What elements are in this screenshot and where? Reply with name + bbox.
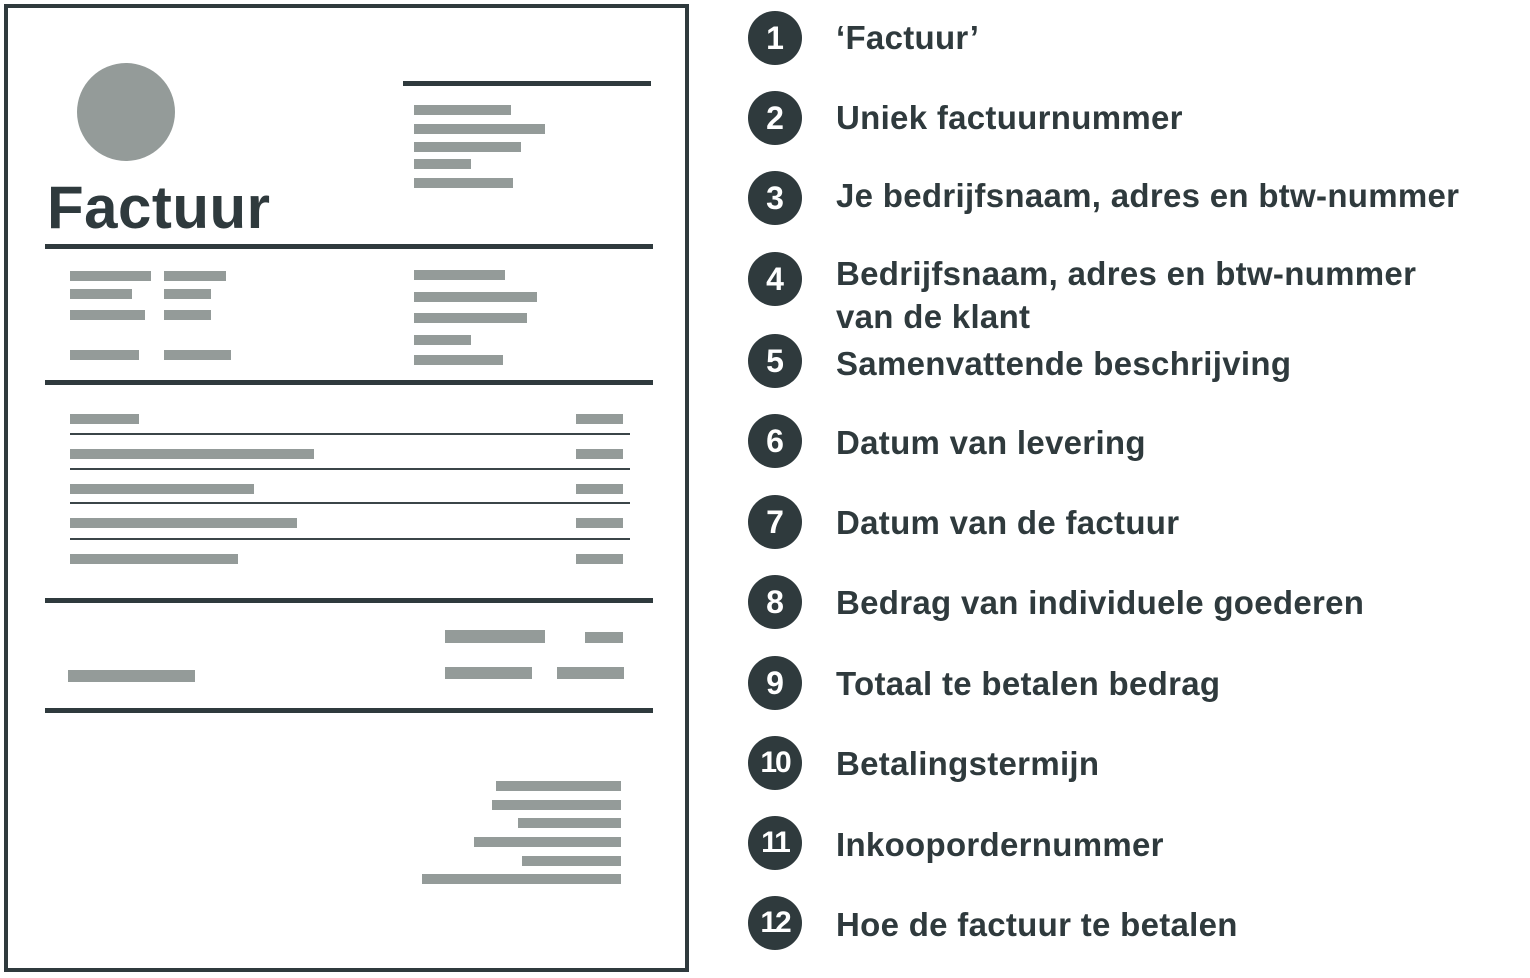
placeholder-line <box>576 484 623 494</box>
number-badge: 2 <box>748 91 802 145</box>
number-badge: 4 <box>748 252 802 306</box>
placeholder-line <box>445 630 545 643</box>
legend-label: ‘Factuur’ <box>836 19 980 56</box>
legend-label: Inkoopordernummer <box>836 826 1164 863</box>
placeholder-line <box>70 289 132 299</box>
placeholder-line <box>474 837 621 847</box>
placeholder-line <box>164 289 211 299</box>
placeholder-line <box>70 414 139 424</box>
legend-label: Datum van levering <box>836 424 1146 461</box>
placeholder-line <box>414 105 511 115</box>
number-badge: 3 <box>748 171 802 225</box>
section-rule <box>45 380 653 385</box>
placeholder-line <box>496 781 621 791</box>
placeholder-line <box>414 124 545 134</box>
legend-label: Hoe de factuur te betalen <box>836 906 1238 943</box>
number-badge: 10 <box>748 736 802 790</box>
placeholder-line <box>576 414 623 424</box>
placeholder-line <box>414 270 505 280</box>
legend-label: Betalingstermijn <box>836 745 1100 782</box>
legend-label: Uniek factuurnummer <box>836 99 1183 136</box>
legend-label: Totaal te betalen bedrag <box>836 665 1221 702</box>
placeholder-line <box>70 310 145 320</box>
placeholder-line <box>70 484 254 494</box>
placeholder-line <box>70 554 238 564</box>
placeholder-line <box>70 518 297 528</box>
placeholder-line <box>492 800 621 810</box>
number-badge: 6 <box>748 414 802 468</box>
number-badge: 9 <box>748 656 802 710</box>
table-row-divider <box>70 468 630 470</box>
placeholder-line <box>414 313 527 323</box>
legend-label: Samenvattende beschrijving <box>836 345 1292 382</box>
placeholder-line <box>576 518 623 528</box>
placeholder-line <box>164 271 226 281</box>
placeholder-line <box>414 178 513 188</box>
placeholder-line <box>414 142 521 152</box>
placeholder-line <box>414 355 503 365</box>
legend-label: Je bedrijfsnaam, adres en btw-nummer <box>836 177 1460 214</box>
invoice-title: Factuur <box>47 174 271 241</box>
legend-label: Bedrag van individuele goederen <box>836 584 1365 621</box>
table-row-divider <box>70 502 630 504</box>
placeholder-line <box>70 449 314 459</box>
placeholder-line <box>70 350 139 360</box>
placeholder-line <box>414 292 537 302</box>
number-badge: 8 <box>748 575 802 629</box>
placeholder-line <box>522 856 621 866</box>
table-row-divider <box>70 538 630 540</box>
number-badge: 7 <box>748 495 802 549</box>
legend-label: Bedrijfsnaam, adres en btw-nummer van de klant <box>836 255 1417 335</box>
number-badge: 5 <box>748 334 802 388</box>
placeholder-line <box>164 310 211 320</box>
placeholder-line <box>445 667 532 679</box>
placeholder-line <box>585 632 623 643</box>
placeholder-line <box>557 667 624 679</box>
section-rule <box>45 244 653 249</box>
placeholder-line <box>576 554 623 564</box>
section-rule <box>45 598 653 603</box>
header-rule <box>403 81 651 86</box>
placeholder-line <box>576 449 623 459</box>
number-badge: 1 <box>748 11 802 65</box>
legend-label: Datum van de factuur <box>836 504 1180 541</box>
placeholder-line <box>70 271 151 281</box>
number-badge: 12 <box>748 896 802 950</box>
invoice-document <box>4 4 689 972</box>
placeholder-line <box>422 874 621 884</box>
company-logo-circle <box>77 63 175 161</box>
placeholder-line <box>414 159 471 169</box>
placeholder-line <box>518 818 621 828</box>
table-row-divider <box>70 433 630 435</box>
placeholder-line <box>164 350 231 360</box>
number-badge: 11 <box>748 816 802 870</box>
placeholder-line <box>414 335 471 345</box>
section-rule <box>45 708 653 713</box>
placeholder-line <box>68 670 195 682</box>
